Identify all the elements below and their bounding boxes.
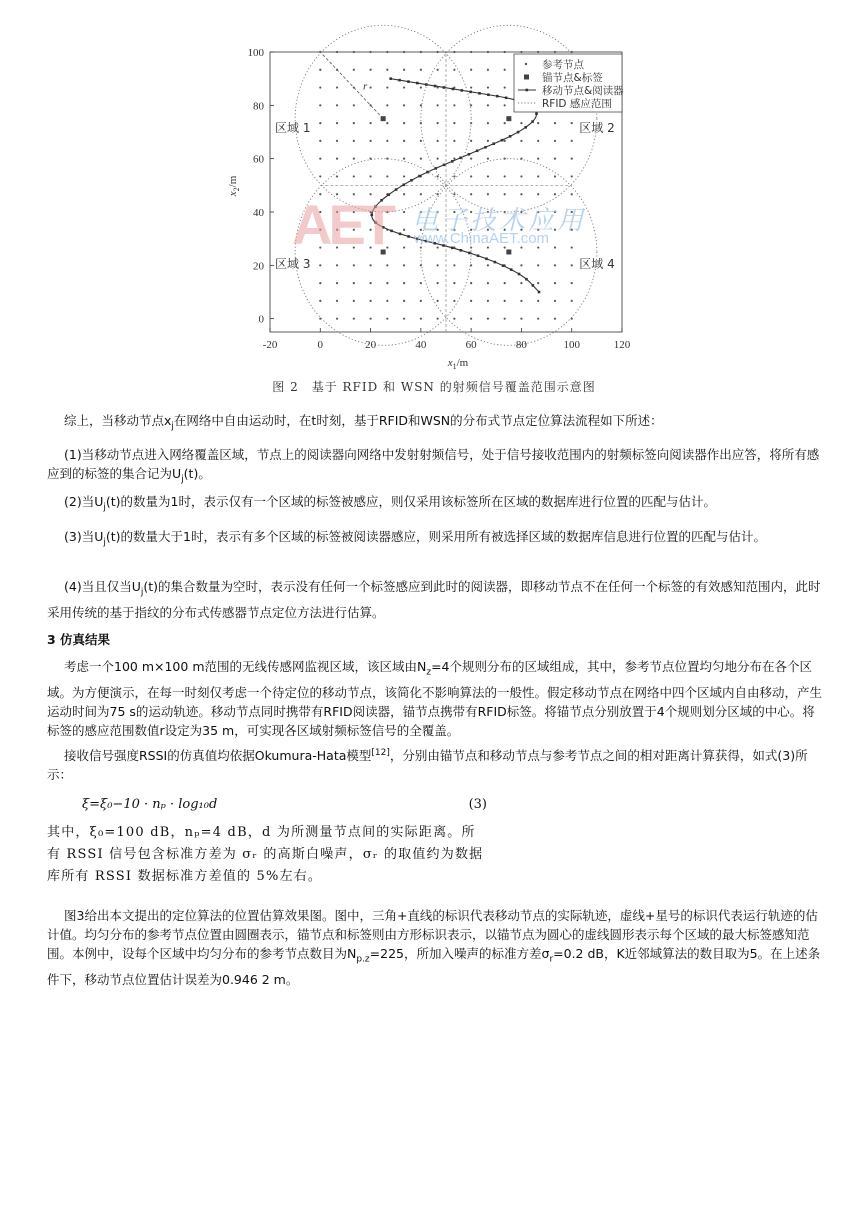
reference-node [403,264,405,266]
reference-node [420,140,422,142]
reference-node [336,158,338,160]
x-tick-label: -20 [262,339,278,351]
reference-node [386,300,388,302]
reference-node [319,122,321,124]
reference-node [336,140,338,142]
reference-node [420,69,422,71]
region-label: 区域 4 [579,257,615,271]
reference-node [520,318,522,320]
reference-node [537,51,539,53]
y-tick-label: 100 [247,47,264,59]
reference-node [520,140,522,142]
equation-number: (3) [468,797,487,812]
reference-node [353,300,355,302]
reference-node [470,140,472,142]
reference-node [319,264,321,266]
reference-node [369,51,371,53]
paragraph-figure3: 图3给出本文提出的定位算法的位置估算效果图。图中，三角+直线的标识代表移动节点的实际轨迹，虚线+星号的标识代表运行轨迹的估计值。均匀分布的参考节点位置由圆圈表示，锚节点和标签则由方形标识表示，以锚节点为圆心的虚线圆形表示每个区域的最大标签感知范围。本例中，设每个区域中均匀分布的参考节点数目为$N_{p.z}=225$，所加入噪声的标准方差$\sigma_r=0.2$ dB，K近邻域算法的数目取为5。在上述条件下，移动节点位置估计误差为0.946 2 m。 [47,908,821,987]
reference-node [319,158,321,160]
legend-label: RFID 感应范围 [542,98,612,110]
reference-node [386,175,388,177]
reference-node [369,86,371,88]
y-tick-label: 60 [253,153,264,166]
trajectory-marker [416,82,419,85]
trajectory-marker [434,85,437,88]
reference-node [386,140,388,142]
legend-label: 参考节点 [542,59,584,71]
reference-node [403,282,405,284]
section-heading: 3 仿真结果 [47,632,111,647]
reference-node [403,69,405,71]
trajectory-marker [487,93,490,96]
reference-node [369,300,371,302]
reference-node [571,140,573,142]
reference-node [369,140,371,142]
reference-node [369,122,371,124]
reference-node [319,104,321,106]
reference-node [520,193,522,195]
legend-label: 移动节点&阅读器 [542,85,624,97]
reference-node [420,318,422,320]
reference-node [353,158,355,160]
reference-node [470,175,472,177]
reference-node [487,300,489,302]
reference-node [437,158,439,160]
reference-node [403,86,405,88]
y-axis-label: $x_2/m$ [227,175,241,197]
trajectory-marker [399,233,402,236]
reference-node [453,175,455,177]
reference-node [353,318,355,320]
x-tick-label: 80 [515,339,527,351]
reference-node [504,175,506,177]
reference-node [369,264,371,266]
reference-node [453,282,455,284]
reference-node [453,193,455,195]
reference-node [353,104,355,106]
reference-node [487,318,489,320]
reference-node [336,51,338,53]
reference-node [554,158,556,160]
figure-caption: 图 2 基于 RFID 和 WSN 的射频信号覆盖范围示意图 [272,380,596,394]
reference-node [554,175,556,177]
reference-node [504,318,506,320]
reference-node [554,51,556,53]
reference-node [420,86,422,88]
x-tick-label: 40 [415,339,427,351]
reference-node [353,282,355,284]
reference-node [437,318,439,320]
trajectory-marker [418,175,421,178]
trajectory-marker [407,235,410,238]
reference-node [403,246,405,248]
reference-node [336,104,338,106]
reference-node [487,264,489,266]
trajectory-marker [532,284,535,287]
reference-node [504,122,506,124]
trajectory-marker [451,160,454,163]
reference-node [537,318,539,320]
reference-node [319,282,321,284]
reference-node [437,69,439,71]
reference-node [386,104,388,106]
reference-node [554,140,556,142]
watermark-cn: 电子技术应用 [412,205,587,235]
paragraph-step-2: (2)当$U_j(t)$的数量为1时，表示仅有一个区域的标签被感应，则仅采用该标签所在区域的数据库进行位置的匹配与估计。 [64,494,716,513]
reference-node [437,51,439,53]
reference-node [554,300,556,302]
reference-node [504,140,506,142]
trajectory-marker [460,89,463,92]
reference-node [453,264,455,266]
anchor-node [506,116,511,121]
trajectory-marker [468,252,471,255]
reference-node [487,51,489,53]
reference-node [437,300,439,302]
y-tick-label: 20 [253,260,264,273]
paragraph-step-3: (3)当$U_j(t)$的数量大于1时，表示有多个区域的标签被阅读器感应，则采用所有被选择区域的数据库信息进行位置的匹配与估计。 [64,529,766,548]
trajectory-marker [484,146,487,149]
trajectory-marker [469,91,472,94]
reference-node [437,175,439,177]
reference-node [537,282,539,284]
reference-node [403,211,405,213]
reference-node [403,318,405,320]
reference-node [353,51,355,53]
region-label: 区域 3 [275,257,311,271]
reference-node [537,158,539,160]
trajectory-marker [505,96,508,99]
reference-node [520,51,522,53]
reference-node [420,158,422,160]
reference-node [386,264,388,266]
trajectory-marker [443,164,446,167]
reference-node [369,69,371,71]
paragraph-summary: 综上，当移动节点$x_j$在网络中自由运动时，在t时刻，基于RFID和WSN的分布式节点定位算法流程如下所述： [64,413,663,432]
reference-node [403,122,405,124]
reference-node [504,86,506,88]
reference-node [403,51,405,53]
reference-node [470,318,472,320]
trajectory-marker [426,171,429,174]
reference-node [420,300,422,302]
reference-node [403,158,405,160]
reference-node [487,158,489,160]
legend-symbol-anchor [524,75,529,80]
reference-node [453,51,455,53]
reference-node [487,69,489,71]
reference-node [369,158,371,160]
reference-node [353,122,355,124]
paragraph-rssi: 接收信号强度RSSI的仿真值均依据Okumura-Hata模型[12]，分别由锚节点和移动节点与参考节点之间的相对距离计算获得，如式(3)所示： [47,748,808,783]
trajectory-marker [459,157,462,160]
reference-node [336,318,338,320]
reference-node [470,86,472,88]
reference-node [453,318,455,320]
reference-node [403,140,405,142]
reference-node [453,300,455,302]
reference-node [487,193,489,195]
reference-node [420,104,422,106]
reference-node [571,282,573,284]
reference-node [487,282,489,284]
reference-node [386,122,388,124]
reference-node [487,175,489,177]
reference-node [420,193,422,195]
reference-node [369,282,371,284]
trajectory-marker [389,77,392,80]
reference-node [571,246,573,248]
reference-node [403,104,405,106]
reference-node [571,300,573,302]
reference-node [504,300,506,302]
reference-node [504,51,506,53]
paragraph-step-4: (4)当且仅当$U_j(t)$的集合数量为空时，表示没有任何一个标签感应到此时的阅读器，即移动节点不在任何一个标签的有效感知范围内，此时采用传统的基于指纹的分布式传感器节点定位方法进行估算。 [47,579,821,620]
trajectory-marker [476,149,479,152]
trajectory-marker [501,139,504,142]
reference-node [554,246,556,248]
equation-body: ξ=ξ₀−10 · nₚ · log₁₀d [82,797,218,812]
reference-node [537,300,539,302]
reference-node [487,122,489,124]
reference-node [319,69,321,71]
reference-node [437,282,439,284]
trajectory-marker [395,188,398,191]
reference-node [386,69,388,71]
legend-symbol-trajectory-marker [526,89,529,92]
reference-node [437,122,439,124]
trajectory-marker [492,142,495,145]
reference-node [336,86,338,88]
trajectory-marker [524,126,527,129]
trajectory-marker [452,88,455,91]
reference-node [571,193,573,195]
trajectory-marker [443,86,446,89]
reference-node [537,175,539,177]
trajectory-marker [485,257,488,260]
reference-node [487,140,489,142]
reference-node [554,122,556,124]
paragraph-step-1: (1)当移动节点进入网络覆盖区域，节点上的阅读器向网络中发射射频信号，处于信号接收范围内的射频标签向阅读器作出应答，将所有感应到的标签的集合记为$U_j(t)$。 [47,447,820,485]
reference-node [353,264,355,266]
trajectory-marker [494,261,497,264]
reference-node [520,175,522,177]
reference-node [319,300,321,302]
reference-node [520,122,522,124]
trajectory-marker [502,264,505,267]
reference-node [319,86,321,88]
reference-node [487,86,489,88]
trajectory-marker [525,278,528,281]
trajectory-marker [510,268,513,271]
reference-node [319,140,321,142]
trajectory-marker [460,249,463,252]
reference-node [520,282,522,284]
reference-node [554,318,556,320]
reference-node [403,229,405,231]
y-tick-label: 40 [253,207,264,219]
reference-node [453,140,455,142]
reference-node [453,122,455,124]
legend [514,54,624,112]
reference-node [336,175,338,177]
x-tick-label: 120 [613,339,631,351]
reference-node [470,300,472,302]
reference-node [386,86,388,88]
reference-node [554,282,556,284]
reference-node [470,51,472,53]
trajectory-marker [517,131,520,134]
reference-node [571,175,573,177]
x-tick-label: 0 [317,339,324,351]
reference-node [353,69,355,71]
reference-node [403,300,405,302]
reference-node [353,175,355,177]
reference-node [453,158,455,160]
y-tick-label: 80 [253,100,264,113]
reference-node [571,264,573,266]
reference-node [470,193,472,195]
reference-node [336,300,338,302]
reference-node [386,51,388,53]
paragraph-simulation: 考虑一个100 m×100 m范围的无线传感网监视区域，该区域由$N_z=4$个规则分布的区域组成，其中，参考节点位置均匀地分布在各个区域。为方便演示，在每一时刻仅考虑一个待定位的移动节点，该简化不影响算法的一般性。假定移动节点在网络中四个区域内自由移动，产生运动时间为75 s的运动轨迹。移动节点同时携带有RFID阅读器，锚节点携带有RFID标签。将锚节点分别放置于4个规则划分区域的中心。将标签的感应范围数值r设定为35 m，可实现各区域射频标签信号的全覆盖。 [47,659,823,738]
trajectory-marker [402,183,405,186]
radius-label: r [363,80,368,93]
reference-node [437,104,439,106]
trajectory-marker [434,167,437,170]
reference-node [336,122,338,124]
reference-node [554,193,556,195]
anchor-node [381,116,386,121]
trajectory-marker [478,92,481,95]
reference-node [504,69,506,71]
trajectory-marker [477,254,480,257]
x-tick-label: 20 [365,339,377,351]
legend-symbol-reference [525,63,527,65]
reference-node [504,104,506,106]
anchor-node [506,250,511,255]
trajectory-marker [496,95,499,98]
y-tick-label: 0 [258,313,264,326]
trajectory-marker [398,79,401,82]
reference-node [520,264,522,266]
reference-node [520,300,522,302]
reference-node [453,104,455,106]
trajectory-marker [407,80,410,83]
reference-node [420,264,422,266]
reference-node [571,122,573,124]
reference-node [537,264,539,266]
reference-node [487,104,489,106]
reference-node [554,264,556,266]
reference-node [504,282,506,284]
trajectory-marker [509,135,512,138]
watermark-aet: AET [292,193,392,256]
reference-node [386,282,388,284]
reference-node [319,175,321,177]
radius-line [323,55,383,119]
reference-node [470,69,472,71]
watermark-url: www.ChinaAET.com [414,230,550,247]
reference-node [336,264,338,266]
x-tick-label: 100 [563,339,580,351]
reference-node [504,193,506,195]
reference-node [386,318,388,320]
trajectory-marker [468,153,471,156]
reference-node [470,158,472,160]
trajectory-marker [518,273,521,276]
x-tick-label: 60 [465,339,477,351]
reference-node [420,282,422,284]
legend-label: 锚节点&标签 [542,72,603,84]
reference-node [403,175,405,177]
trajectory-marker [425,83,428,86]
reference-node [537,193,539,195]
reference-node [336,282,338,284]
reference-node [369,175,371,177]
reference-node [420,51,422,53]
reference-node [369,318,371,320]
trajectory-marker [410,179,413,182]
reference-node [437,264,439,266]
reference-node [353,140,355,142]
reference-node [437,193,439,195]
region-label: 区域 2 [579,121,615,135]
reference-node [470,282,472,284]
reference-node [403,193,405,195]
paragraph-equation-explain: 其中，ξ₀=100 dB，nₚ=4 dB，d 为所测量节点间的实际距离。所有 RSSI 信号包含标准方差为 σᵣ 的高斯白噪声，σᵣ 的取值约为数据库所有 RSSI 数据标准方差值的 5%左右。 [47,825,484,884]
reference-node [571,158,573,160]
region-label: 区域 1 [275,121,311,135]
reference-node [537,122,539,124]
x-axis-label: $x_1/m$ [447,357,469,371]
trajectory-marker [531,120,534,123]
trajectory-marker [535,112,538,115]
reference-node [437,140,439,142]
reference-node [453,69,455,71]
reference-node [537,140,539,142]
trajectory-marker [538,291,541,294]
reference-node [386,158,388,160]
